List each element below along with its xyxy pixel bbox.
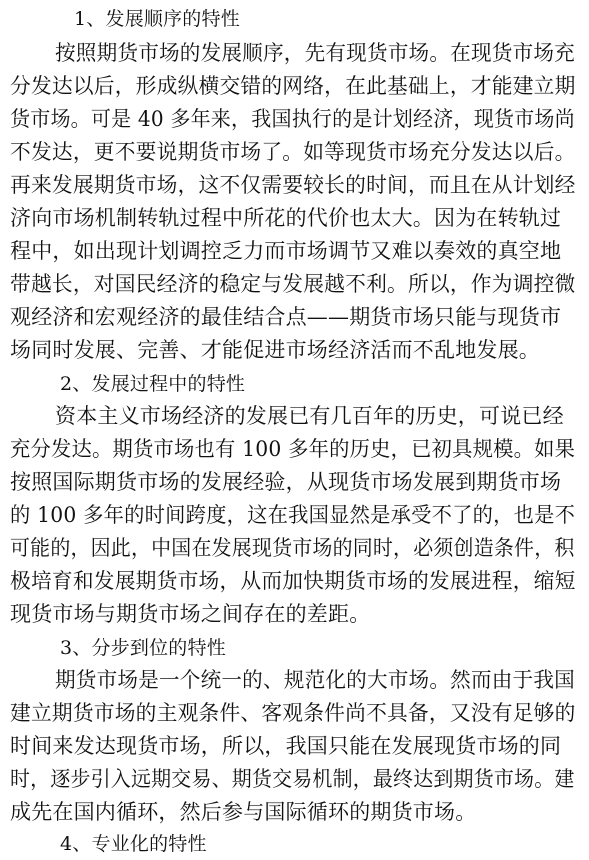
section-1-line-4: 不发达，更不要说期货市场了。如等现货市场充分发达以后。 [10, 140, 576, 164]
section-2-line-2: 充分发达。期货市场也有 100 多年的历史，已初具规模。如果 [10, 437, 576, 461]
section-4-heading: 4、专业化的特性 [60, 833, 207, 855]
section-1-line-1: 按照期货市场的发展顺序，先有现货市场。在现货市场充 [55, 41, 575, 65]
section-1-line-9: 观经济和宏观经济的最佳结合点——期货市场只能与现货市 [10, 305, 562, 329]
section-2-line-4: 的 100 多年的时间跨度，这在我国显然是承受不了的，也是不 [10, 503, 576, 527]
section-3-line-2: 建立期货市场的主观条件、客观条件尚不具备，又没有足够的 [10, 701, 576, 725]
section-3-line-3: 时间来发达现货市场，所以，我国只能在发展现货市场的同 [10, 734, 562, 758]
section-1-line-6: 济向市场机制转轨过程中所花的代价也太大。因为在转轨过 [10, 206, 562, 230]
section-2-line-7: 现货市场与期货市场之间存在的差距。 [10, 602, 371, 626]
section-2-line-5: 可能的，因此，中国在发展现货市场的同时，必须创造条件，积 [10, 536, 575, 560]
section-2-line-3: 按照国际期货市场的发展经验，从现货市场发展到期货市场 [10, 470, 562, 494]
section-3-line-1: 期货市场是一个统一的、规范化的大市场。然而由于我国 [55, 668, 575, 692]
section-2-heading: 2、发展过程中的特性 [60, 373, 246, 395]
section-3-heading: 3、分步到位的特性 [60, 637, 226, 659]
section-2-line-1: 资本主义市场经济的发展已有几百年的历史，可说已经 [55, 404, 564, 428]
section-1-line-10: 场同时发展、完善、才能促进市场经济活而不乱地发展。 [10, 338, 540, 362]
section-1-heading: 1、发展顺序的特性 [74, 8, 240, 30]
section-3-line-4: 时，逐步引入远期交易、期货交易机制，最终达到期货市场。建 [10, 767, 575, 791]
section-2-line-6: 极培育和发展期货市场，从而加快期货市场的发展进程，缩短 [10, 569, 576, 593]
section-1-line-5: 再来发展期货市场，这不仅需要较长的时间，而且在从计划经 [10, 173, 576, 197]
section-1-line-8: 带越长，对国民经济的稳定与发展越不利。所以，作为调控微 [10, 272, 576, 296]
section-3-line-5: 成先在国内循环，然后参与国际循环的期货市场。 [10, 800, 477, 824]
section-1-line-7: 程中，如出现计划调控乏力而市场调节又难以奏效的真空地 [10, 239, 562, 263]
section-1-line-2: 分发达以后，形成纵横交错的网络，在此基础上，才能建立期 [10, 74, 576, 98]
section-1-line-3: 货市场。可是 40 多年来，我国执行的是计划经济，现货市场尚 [10, 107, 575, 131]
